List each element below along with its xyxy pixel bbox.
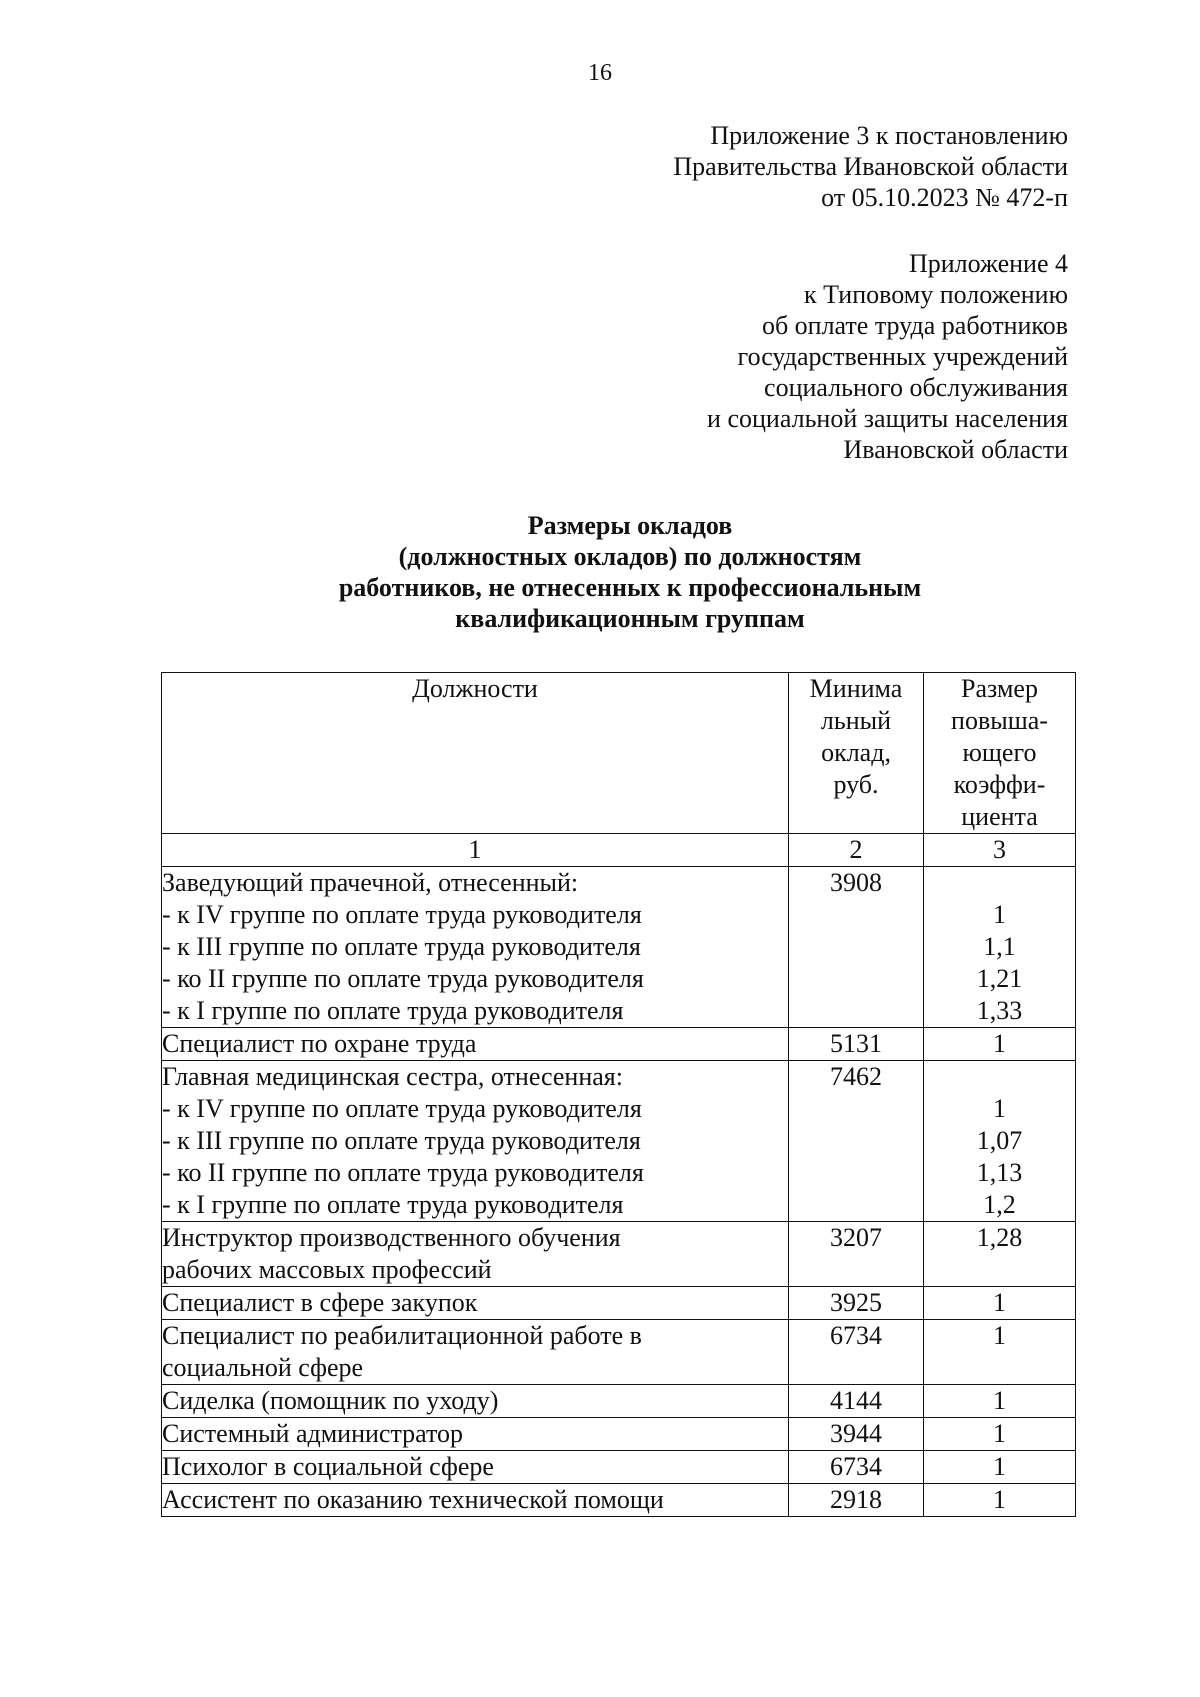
header-coefficient-line: Размер [961, 674, 1038, 703]
min-salary-cell: 7462 [789, 1061, 924, 1222]
position-line: Инструктор производственного обучения [162, 1223, 621, 1252]
column-number: 1 [162, 834, 789, 867]
header-coefficient-line: коэффи- [953, 770, 1046, 799]
title-line: Размеры окладов [527, 511, 733, 540]
appendix-3-line: Приложение 3 к постановлению [710, 121, 1068, 150]
table-header-row [162, 673, 1076, 834]
position-cell [162, 1451, 789, 1484]
coefficient-cell [924, 1222, 1076, 1287]
coefficient-cell [924, 1028, 1076, 1061]
header-coefficient-line: повыша- [951, 706, 1048, 735]
table-row [162, 1484, 1076, 1517]
coefficient-value: 1 [993, 1419, 1006, 1448]
column-number-row [162, 834, 1076, 867]
position-line: - ко II группе по оплате труда руководителя [162, 964, 644, 993]
position-line: Сиделка (помощник по уходу) [162, 1386, 499, 1415]
appendix-3-line: Правительства Ивановской области [673, 152, 1068, 181]
position-line: - к I группе по оплате труда руководителя [162, 996, 624, 1025]
header-min-salary [789, 673, 924, 834]
min-salary-cell: 3925 [789, 1287, 924, 1320]
coefficient-cell [924, 1484, 1076, 1517]
position-cell [162, 1222, 789, 1287]
appendix-4-line: к Типовому положению [803, 280, 1068, 309]
min-salary-cell: 3207 [789, 1222, 924, 1287]
position-line: - к I группе по оплате труда руководителя [162, 1190, 624, 1219]
coefficient-value: 1,2 [983, 1190, 1016, 1219]
coefficient-cell [924, 867, 1076, 1028]
min-salary-cell: 3944 [789, 1418, 924, 1451]
table-row [162, 1028, 1076, 1061]
position-line: Специалист по реабилитационной работе в [162, 1321, 642, 1350]
appendix-4-reference [707, 248, 1068, 465]
coefficient-value [924, 1061, 1075, 1093]
coefficient-value: 1,1 [983, 932, 1016, 961]
coefficient-cell [924, 1418, 1076, 1451]
position-line: социальной сфере [162, 1353, 364, 1382]
coefficient-value: 1 [993, 1094, 1006, 1123]
coefficient-value: 1 [993, 1321, 1006, 1350]
coefficient-value: 1 [993, 1288, 1006, 1317]
column-number: 3 [924, 834, 1076, 867]
title-line: (должностных окладов) по должностям [398, 542, 862, 571]
min-salary-cell: 5131 [789, 1028, 924, 1061]
position-line: Системный администратор [162, 1419, 464, 1448]
table-row [162, 1320, 1076, 1385]
appendix-3-line: от 05.10.2023 № 472-п [821, 183, 1068, 212]
coefficient-value: 1 [993, 1029, 1006, 1058]
appendix-4-line: Приложение 4 [908, 249, 1068, 278]
position-line: Заведующий прачечной, отнесенный: [162, 868, 579, 897]
min-salary-cell: 4144 [789, 1385, 924, 1418]
table-row [162, 1061, 1076, 1222]
header-coefficient-line: циента [961, 802, 1038, 831]
coefficient-cell [924, 1287, 1076, 1320]
coefficient-value: 1,21 [976, 964, 1023, 993]
position-cell [162, 1418, 789, 1451]
appendix-4-line: государственных учреждений [737, 342, 1068, 371]
coefficient-value: 1 [993, 900, 1006, 929]
position-line: - ко II группе по оплате труда руководителя [162, 1158, 644, 1187]
appendix-4-line: и социальной защиты населения [707, 404, 1068, 433]
position-line: - к IV группе по оплате труда руководителя [162, 900, 642, 929]
appendix-4-line: социального обслуживания [764, 373, 1068, 402]
header-coefficient-line: ющего [962, 738, 1037, 767]
position-line: Ассистент по оказанию технической помощи [162, 1485, 664, 1514]
position-cell [162, 1287, 789, 1320]
table-row [162, 1222, 1076, 1287]
position-cell [162, 1028, 789, 1061]
position-line: Психолог в социальной сфере [162, 1452, 494, 1481]
page-number: 16 [588, 60, 612, 86]
title-line: квалификационным группам [455, 604, 805, 633]
header-min-salary-line: оклад, [821, 738, 891, 767]
appendix-4-line: Ивановской области [843, 435, 1068, 464]
coefficient-cell [924, 1320, 1076, 1385]
coefficient-value: 1,07 [976, 1126, 1023, 1155]
position-cell [162, 1320, 789, 1385]
coefficient-value: 1,33 [976, 996, 1023, 1025]
coefficient-value [924, 867, 1075, 899]
position-cell [162, 1385, 789, 1418]
coefficient-cell [924, 1451, 1076, 1484]
appendix-4-line: об оплате труда работников [761, 311, 1068, 340]
table-row [162, 1418, 1076, 1451]
position-line: Главная медицинская сестра, отнесенная: [162, 1062, 623, 1091]
header-positions: Должности [162, 673, 789, 834]
position-line: - к III группе по оплате труда руководителя [162, 932, 641, 961]
position-line: рабочих массовых профессий [162, 1255, 492, 1284]
document-title [0, 510, 1200, 634]
position-line: - к IV группе по оплате труда руководителя [162, 1094, 642, 1123]
coefficient-cell [924, 1061, 1076, 1222]
column-number: 2 [789, 834, 924, 867]
coefficient-cell [924, 1385, 1076, 1418]
table-body [162, 867, 1076, 1517]
position-cell [162, 1484, 789, 1517]
position-cell [162, 867, 789, 1028]
table-row [162, 1385, 1076, 1418]
min-salary-cell: 2918 [789, 1484, 924, 1517]
coefficient-value: 1 [993, 1386, 1006, 1415]
coefficient-value: 1,28 [976, 1223, 1023, 1252]
header-coefficient [924, 673, 1076, 834]
header-min-salary-line: льный [820, 706, 892, 735]
position-line: Специалист в сфере закупок [162, 1288, 478, 1317]
position-line: - к III группе по оплате труда руководителя [162, 1126, 641, 1155]
header-min-salary-line: руб. [833, 770, 879, 799]
table-row [162, 867, 1076, 1028]
min-salary-cell: 6734 [789, 1451, 924, 1484]
min-salary-cell: 3908 [789, 867, 924, 1028]
position-cell [162, 1061, 789, 1222]
coefficient-value: 1 [993, 1452, 1006, 1481]
position-line: Специалист по охране труда [162, 1029, 477, 1058]
coefficient-value: 1 [993, 1485, 1006, 1514]
table-row [162, 1451, 1076, 1484]
coefficient-value: 1,13 [976, 1158, 1023, 1187]
header-min-salary-line: Минима [809, 674, 903, 703]
appendix-3-reference [673, 120, 1068, 213]
table-row [162, 1287, 1076, 1320]
min-salary-cell: 6734 [789, 1320, 924, 1385]
title-line: работников, не отнесенных к профессиональным [338, 573, 922, 602]
salary-table [161, 672, 1076, 1517]
